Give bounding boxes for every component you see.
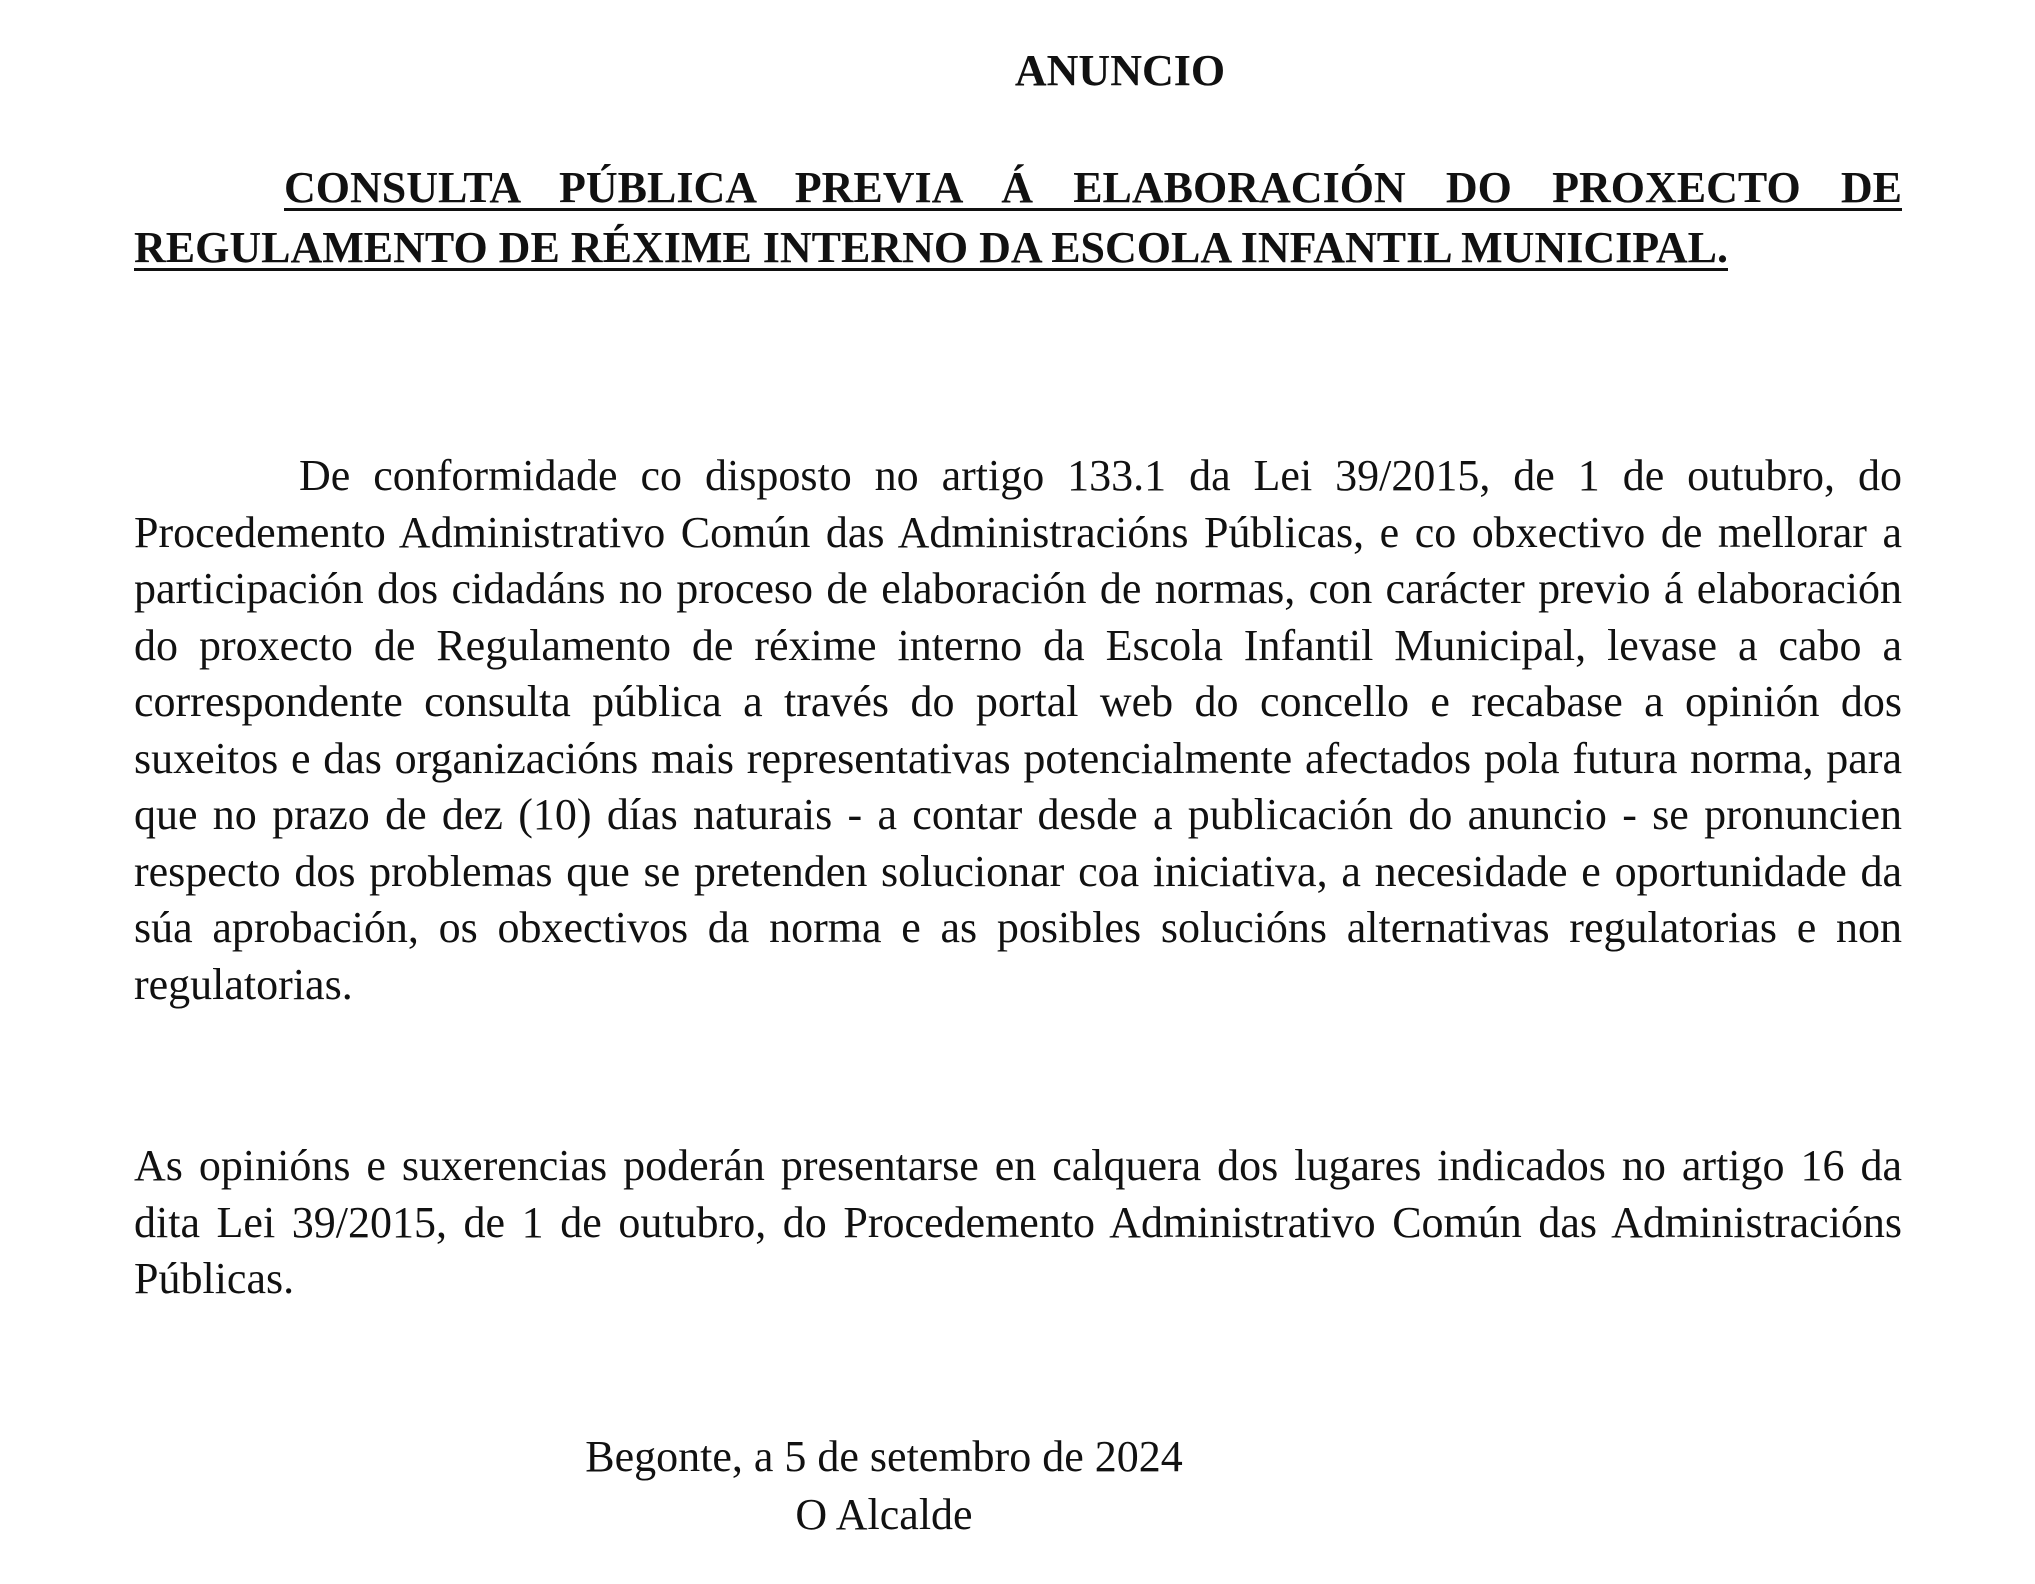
body-paragraph-2: As opinións e suxerencias poderán presentarse en calquera dos lugares indicados no artigo 16 da dita Lei 39/2015, de 1 de outubro, do Procedemento Administrativo Común das Administracións Públicas. bbox=[134, 1141, 1902, 1303]
document-heading bbox=[134, 42, 1902, 100]
document-heading-text: ANUNCIO bbox=[1014, 46, 1226, 95]
document-page bbox=[134, 0, 1902, 1584]
signatory: O Alcalde bbox=[795, 1490, 973, 1539]
signature-block bbox=[134, 1428, 1902, 1544]
place-date: Begonte, a 5 de setembro de 2024 bbox=[585, 1432, 1183, 1481]
body-paragraph-1: De conformidade co disposto no artigo 133.1 da Lei 39/2015, de 1 de outubro, do Procedemento Administrativo Común das Administracións Públicas, e co obxectivo de mellorar a participación dos cidadáns no proceso de elaboración de normas, con carácter previo á elaboración do proxecto de Regulamento de réxime interno da Escola Infantil Municipal, levase a cabo a correspondente consulta pública a través do portal web do concello e recabase a opinión dos suxeitos e das organizacións mais representativas potencialmente afectados pola futura norma, para que no prazo de dez (10) días naturais - a contar desde a publicación do anuncio - se pronuncien respecto dos problemas que se pretenden solucionar coa iniciativa, a necesidade e oportunidade da súa aprobación, os obxectivos da norma e as posibles solucións alternativas regulatorias e non regulatorias. bbox=[134, 451, 1902, 1009]
document-title: CONSULTA PÚBLICA PREVIA Á ELABORACIÓN DO PROXECTO DE REGULAMENTO DE RÉXIME INTERNO DA ESCOLA INFANTIL MUNICIPAL. bbox=[134, 163, 1902, 272]
